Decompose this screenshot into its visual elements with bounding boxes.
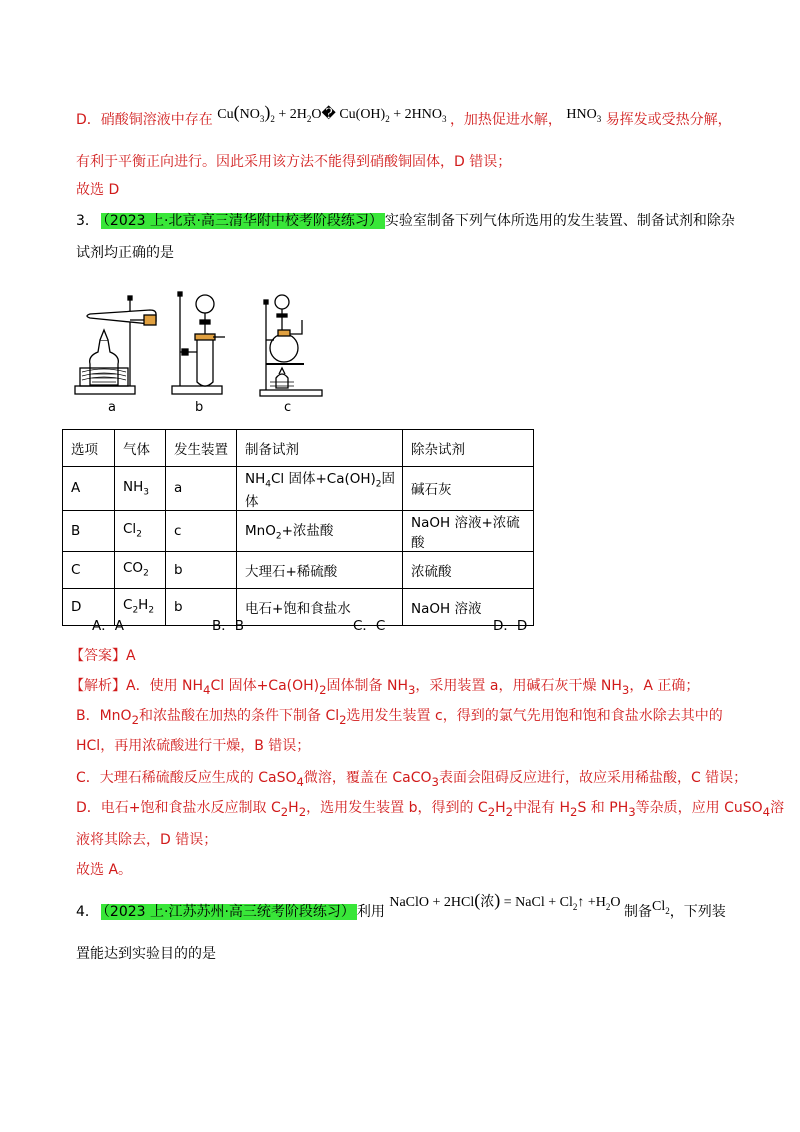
apparatus-c-drawing [260, 295, 322, 396]
choice-b[interactable]: B．B [212, 618, 245, 634]
choice-c[interactable]: C．C [353, 618, 386, 634]
q4-stem-line2: 置能达到实验目的的是 [76, 946, 216, 962]
table-row: B $Cl_2$ c MnO$_2$+浓盐酸 NaOH 溶液+浓硫酸 [63, 510, 534, 551]
q3-analysis-line4: C．大理石稀硫酸反应生成的 CaSO$_4$微溶，覆盖在 CaCO$_3$表面会阻碍反应进行，故应采用稀盐酸，C 错误； [76, 770, 748, 789]
q3-analysis-line6: 液将其除去，D 错误； [76, 832, 218, 848]
q3-answer: 【答案】A [70, 648, 136, 664]
hydrolysis-equation: $Cu(NO_3)_2$ + $2H_2O�$ $Cu(OH)_2 + 2HNO_3$ [217, 102, 447, 124]
q2-option-d-line: D．硝酸铜溶液中存在 $Cu(NO_3)_2$ + $2H_2O�$ $Cu(OH)_2 + 2HNO_3$ ，加热促进水解， $HNO_3$ 易挥发或受热分解， [76, 102, 732, 128]
table-row: A $NH_3$ a $NH_4Cl$ 固体$+Ca(OH)_2$固体 碱石灰 [63, 467, 534, 511]
choice-d[interactable]: D．D [493, 618, 528, 634]
chlorine-equation: NaClO + 2HCl(浓) = NaCl + $Cl_2↑ +H_2O$ [389, 890, 621, 912]
q3-analysis-line2: B．MnO$_2$和浓盐酸在加热的条件下制备 $Cl_2$选用发生装置 c，得到的氯气先用饱和饱和食盐水除去其中的 [76, 708, 723, 727]
table-row: D $C_2H_2$ b 电石+饱和食盐水 NaOH 溶液 [63, 588, 534, 625]
table-header-row: 选项 气体 发生装置 制备试剂 除杂试剂 [63, 430, 534, 467]
cl2-formula: $Cl_2$ [651, 899, 670, 916]
apparatus-b-drawing [172, 292, 225, 394]
q3-analysis-conclusion: 故选 A。 [76, 862, 133, 878]
q3-number: 3． [76, 213, 99, 229]
q2-option-d-line2: 有利于平衡正向进行。因此采用该方法不能得到硝酸铜固体，D 错误； [76, 154, 512, 170]
q3-source-tag[interactable]: （2023 上·北京·高三清华附中校考阶段练习） [102, 213, 383, 229]
q4-number: 4． [76, 904, 99, 920]
apparatus-label-c: c [284, 400, 292, 415]
q3-analysis-line1: 【解析】A．使用 $NH_4Cl$ 固体$+Ca(OH)_2$固体制备 $NH_3$，采用装置 a，用碱石灰干燥 $NH_3$，A 正确； [70, 678, 700, 697]
q3-stem-line2: 试剂均正确的是 [76, 245, 174, 261]
apparatus-a-drawing [75, 296, 156, 394]
table-row: C $CO_2$ b 大理石+稀硫酸 浓硫酸 [63, 551, 534, 588]
apparatus-label-a: a [108, 400, 116, 415]
q2-conclusion: 故选 D [76, 182, 120, 198]
q3-analysis-line5: D．电石+饱和食盐水反应制取 $C_2H_2$，选用发生装置 b，得到的 $C_2H_2$中混有 $H_2S$ 和 $PH_3$等杂质，应用 CuSO$_4$溶 [76, 800, 785, 819]
q4-source-tag[interactable]: （2023 上·江苏苏州·高三统考阶段练习） [102, 904, 355, 920]
apparatus-label-b: b [195, 400, 204, 415]
q3-options-table [62, 429, 534, 626]
hno3-formula: $HNO_3$ [566, 107, 602, 124]
q3-analysis-line3: HCl，再用浓硫酸进行干燥，B 错误； [76, 738, 311, 754]
q4-stem-line1: 4． （2023 上·江苏苏州·高三统考阶段练习） 利用 NaClO + 2HCl(浓) = NaCl + $Cl_2↑ +H_2O$ 制备$Cl_2$，下列装 [76, 890, 726, 920]
apparatus-figure [70, 290, 330, 400]
choice-a[interactable]: A．A [92, 618, 124, 634]
q3-stem-line1: 3． （2023 上·北京·高三清华附中校考阶段练习） 实验室制备下列气体所选用的发生装置、制备试剂和除杂 [76, 213, 735, 229]
